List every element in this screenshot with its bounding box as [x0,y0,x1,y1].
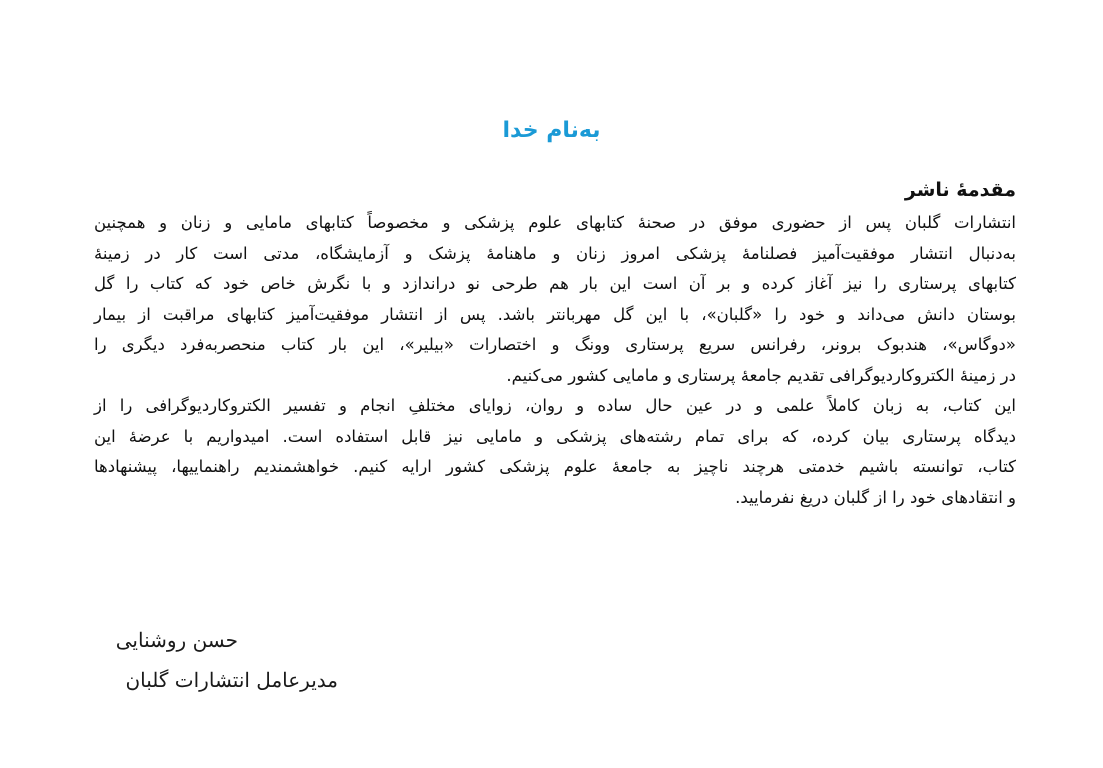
text-line: بوستان دانش می‌داند و خود را «گلبان»، با این گل مهربانتر باشد. پس از انتشار موفقیت‌آمیز کتابهای مراقبت از بیمار [94,304,1016,324]
text-line: به‌دنبال انتشار موفقیت‌آمیز فصلنامهٔ پزشکی امروز زنان و ماهنامهٔ پزشک و آزمایشگاه، مدتی است کار در زمینهٔ [94,243,1016,263]
preface-content [94,172,1016,513]
text-line: این کتاب، به زبان کاملاً علمی و در عین حال ساده و روان، زوایای مختلفِ انجام و تفسیر الکتروکاردیوگرافی را از [94,396,1016,415]
text-line: دیدگاه پرستاری بیان کرده، که برای تمام رشته‌های پزشکی و مامایی نیز قابل استفاده است. امیدواریم با عرضهٔ این [94,426,1016,446]
text-line: و انتقادهای خود را از گلبان دریغ نفرمایید. [735,487,1016,507]
signature-title: مدیرعامل انتشارات گلبان [125,668,338,692]
paragraph-1 [94,208,1016,391]
text-line: کتابهای پرستاری را نیز آغاز کرده و بر آن است این بار هم طرحی نو دراندازد و با نگرش خاص خود که کتاب را گل [94,274,1016,293]
paragraph-2 [94,391,1016,513]
text-line: انتشارات گلبان پس از حضوری موفق در صحنهٔ کتابهای علوم پزشکی و مخصوصاً کتابهای مامایی و زنان و همچنین [94,213,1016,232]
signature-block [98,620,338,700]
section-title: مقدمهٔ ناشر [904,179,1016,201]
text-line: در زمینهٔ الکتروکاردیوگرافی تقدیم جامعهٔ پرستاری و مامایی کشور می‌کنیم. [506,365,1016,385]
bismillah-heading: به‌نام خدا [502,118,601,143]
signature-name: حسن روشنایی [115,628,238,652]
text-line: کتاب، توانسته باشیم خدمتی هرچند ناچیز به جامعهٔ علوم پزشکی کشور ارایه کنیم. خواهشمندیم راهنماییها، پیشنهادها [94,457,1016,476]
text-line: «دوگاس»، هندبوک برونر، رفرانس سریع پرستاری وونگ و اختصارات «بیلیر»، این بار کتاب منحصربه‌فرد دیگری را [94,335,1016,354]
